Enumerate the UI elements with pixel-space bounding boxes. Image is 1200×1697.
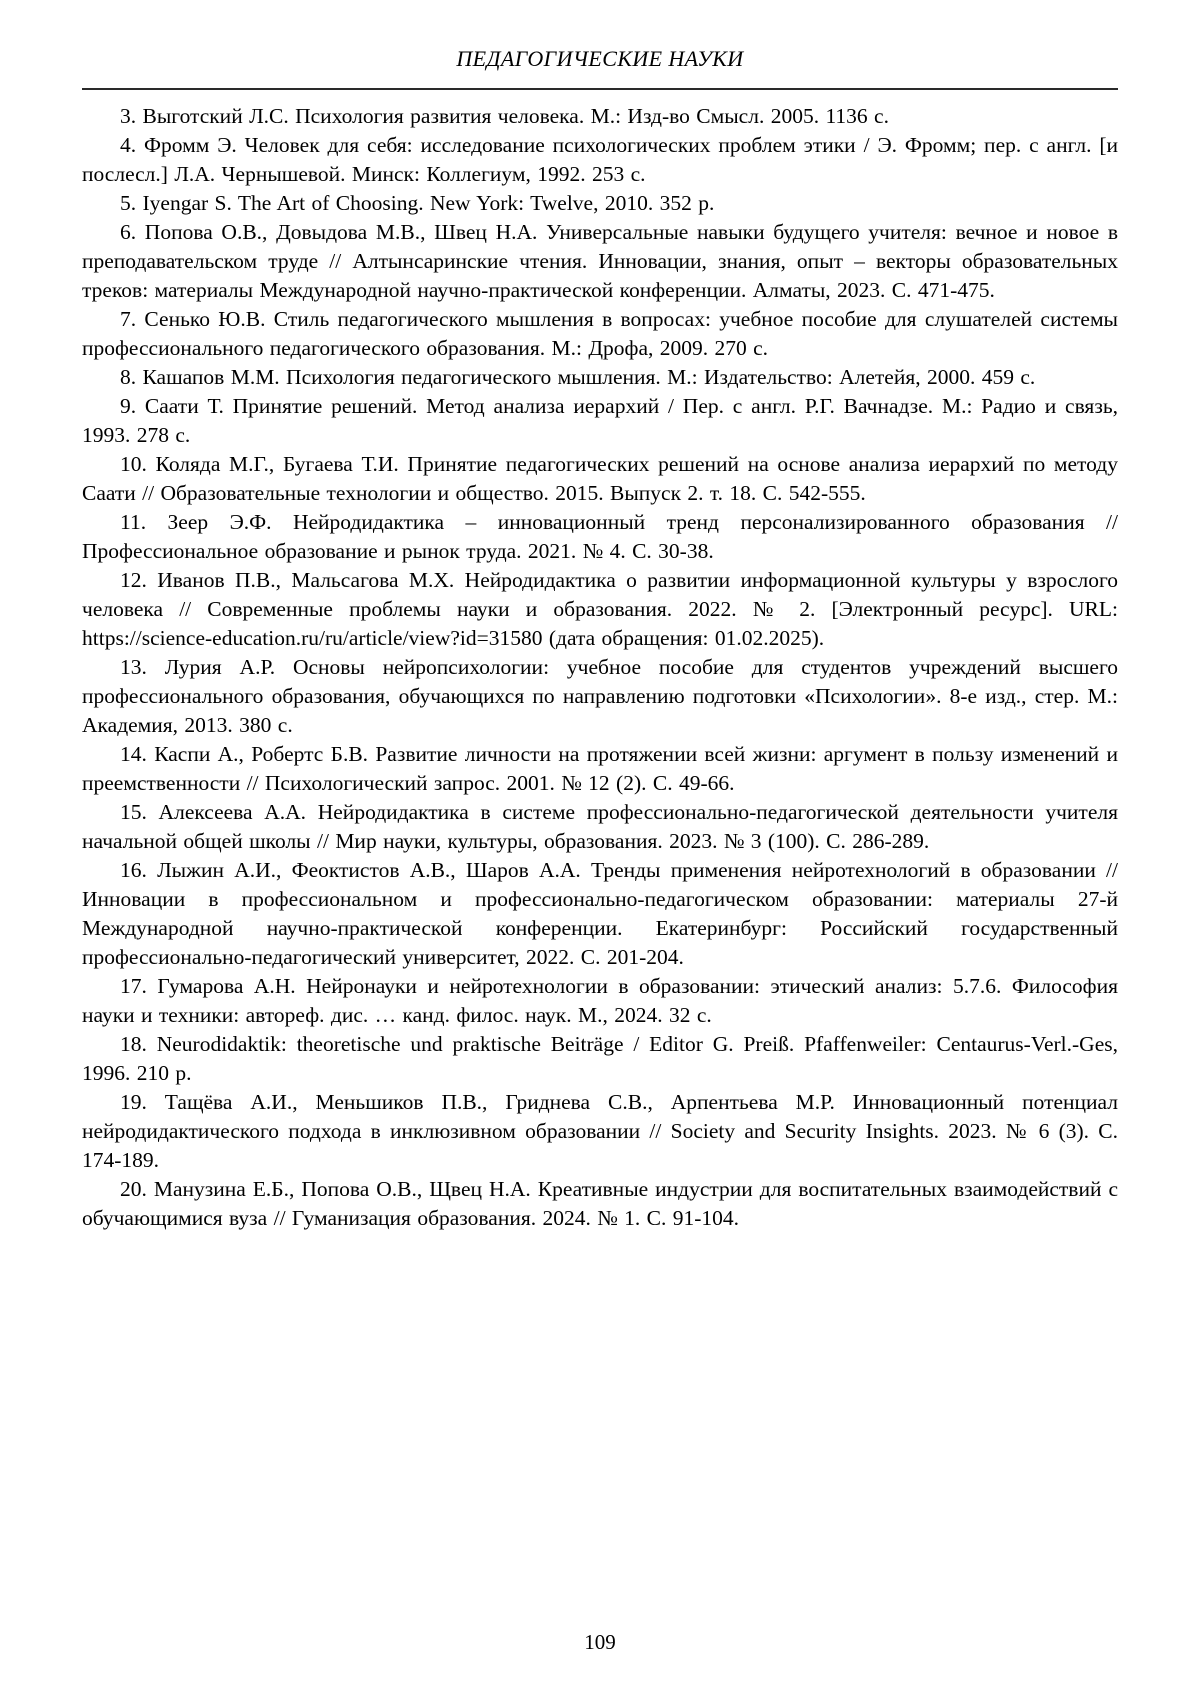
reference-entry: 10. Коляда М.Г., Бугаева Т.И. Принятие педагогических решений на основе анализа иерархий по методу Саати // Образовательные технологии и общество. 2015. Выпуск 2. т. 18. С. 542-555. [82,452,1118,505]
reference-entry: 17. Гумарова А.Н. Нейронауки и нейротехнологии в образовании: этический анализ: 5.7.6. Философия науки и техники: автореф. дис. … канд. филос. наук. М., 2024. 32 с. [82,974,1118,1027]
reference-entry: 13. Лурия А.Р. Основы нейропсихологии: учебное пособие для студентов учреждений высшего профессионального образования, обучающихся по направлению подготовки «Психологии». 8-е изд., стер. М.: Академия, 2013. 380 с. [82,655,1118,737]
reference-entry: 6. Попова О.В., Довыдова М.В., Швец Н.А. Универсальные навыки будущего учителя: вечное и новое в преподавательском труде // Алтынсаринские чтения. Инновации, знания, опыт – векторы образовательных треков: материалы Международной научно-практической конференции. Алматы, 2023. С. 471-475. [82,220,1118,302]
reference-entry: 7. Сенько Ю.В. Стиль педагогического мышления в вопросах: учебное пособие для слушателей системы профессионального педагогического образования. М.: Дрофа, 2009. 270 с. [82,307,1118,360]
reference-entry: 16. Лыжин А.И., Феоктистов А.В., Шаров А.А. Тренды применения нейротехнологий в образовании // Инновации в профессиональном и профессионально-педагогическом образовании: материалы 27-й Международной научно-практической конференции. Екатеринбург: Российский государственный профессионально-педагогический университет, 2022. С. 201-204. [82,858,1118,969]
reference-entry: 8. Кашапов М.М. Психология педагогического мышления. М.: Издательство: Алетейя, 2000. 459 с. [120,365,1036,389]
header-rule [82,88,1118,90]
reference-entry: 4. Фромм Э. Человек для себя: исследование психологических проблем этики / Э. Фромм; пер. с англ. [и послесл.] Л.А. Чернышевой. Минск: Коллегиум, 1992. 253 с. [82,133,1118,186]
references-list [82,102,1118,1233]
reference-entry: 12. Иванов П.В., Мальсагова М.Х. Нейродидактика о развитии информационной культуры у взрослого человека // Современные проблемы науки и образования. 2022. № 2. [Электронный ресурс]. URL: https://science-education.ru/ru/article/view?id=31580 (дата обращения: 01.02.2025). [82,568,1118,650]
reference-entry: 11. Зеер Э.Ф. Нейродидактика – инновационный тренд персонализированного образования // Профессиональное образование и рынок труда. 2021. № 4. С. 30-38. [82,510,1118,563]
reference-entry: 3. Выготский Л.С. Психология развития человека. М.: Изд-во Смысл. 2005. 1136 с. [120,104,889,128]
reference-entry: 9. Саати Т. Принятие решений. Метод анализа иерархий / Пер. с англ. Р.Г. Вачнадзе. М.: Радио и связь, 1993. 278 с. [82,394,1118,447]
page-number: 109 [584,1630,616,1654]
reference-entry: 14. Каспи А., Робертс Б.В. Развитие личности на протяжении всей жизни: аргумент в пользу изменений и преемственности // Психологический запрос. 2001. № 12 (2). С. 49-66. [82,742,1118,795]
section-header: ПЕДАГОГИЧЕСКИЕ НАУКИ [456,46,744,71]
reference-entry: 15. Алексеева А.А. Нейродидактика в системе профессионально-педагогической деятельности учителя начальной общей школы // Мир науки, культуры, образования. 2023. № 3 (100). С. 286-289. [82,800,1118,853]
reference-entry: 5. Iyengar S. The Art of Choosing. New York: Twelve, 2010. 352 p. [120,191,715,215]
reference-entry: 19. Тащёва А.И., Меньшиков П.В., Гриднева С.В., Арпентьева М.Р. Инновационный потенциал нейродидактического подхода в инклюзивном образовании // Society and Security Insights. 2023. № 6 (3). С. 174-189. [82,1090,1118,1172]
reference-entry: 18. Neurodidaktik: theoretische und praktische Beiträge / Editor G. Preiß. Pfaffenweiler: Centaurus-Verl.-Ges, 1996. 210 p. [82,1032,1118,1085]
reference-entry: 20. Манузина Е.Б., Попова О.В., Щвец Н.А. Креативные индустрии для воспитательных взаимодействий с обучающимися вуза // Гуманизация образования. 2024. № 1. С. 91-104. [82,1177,1118,1230]
